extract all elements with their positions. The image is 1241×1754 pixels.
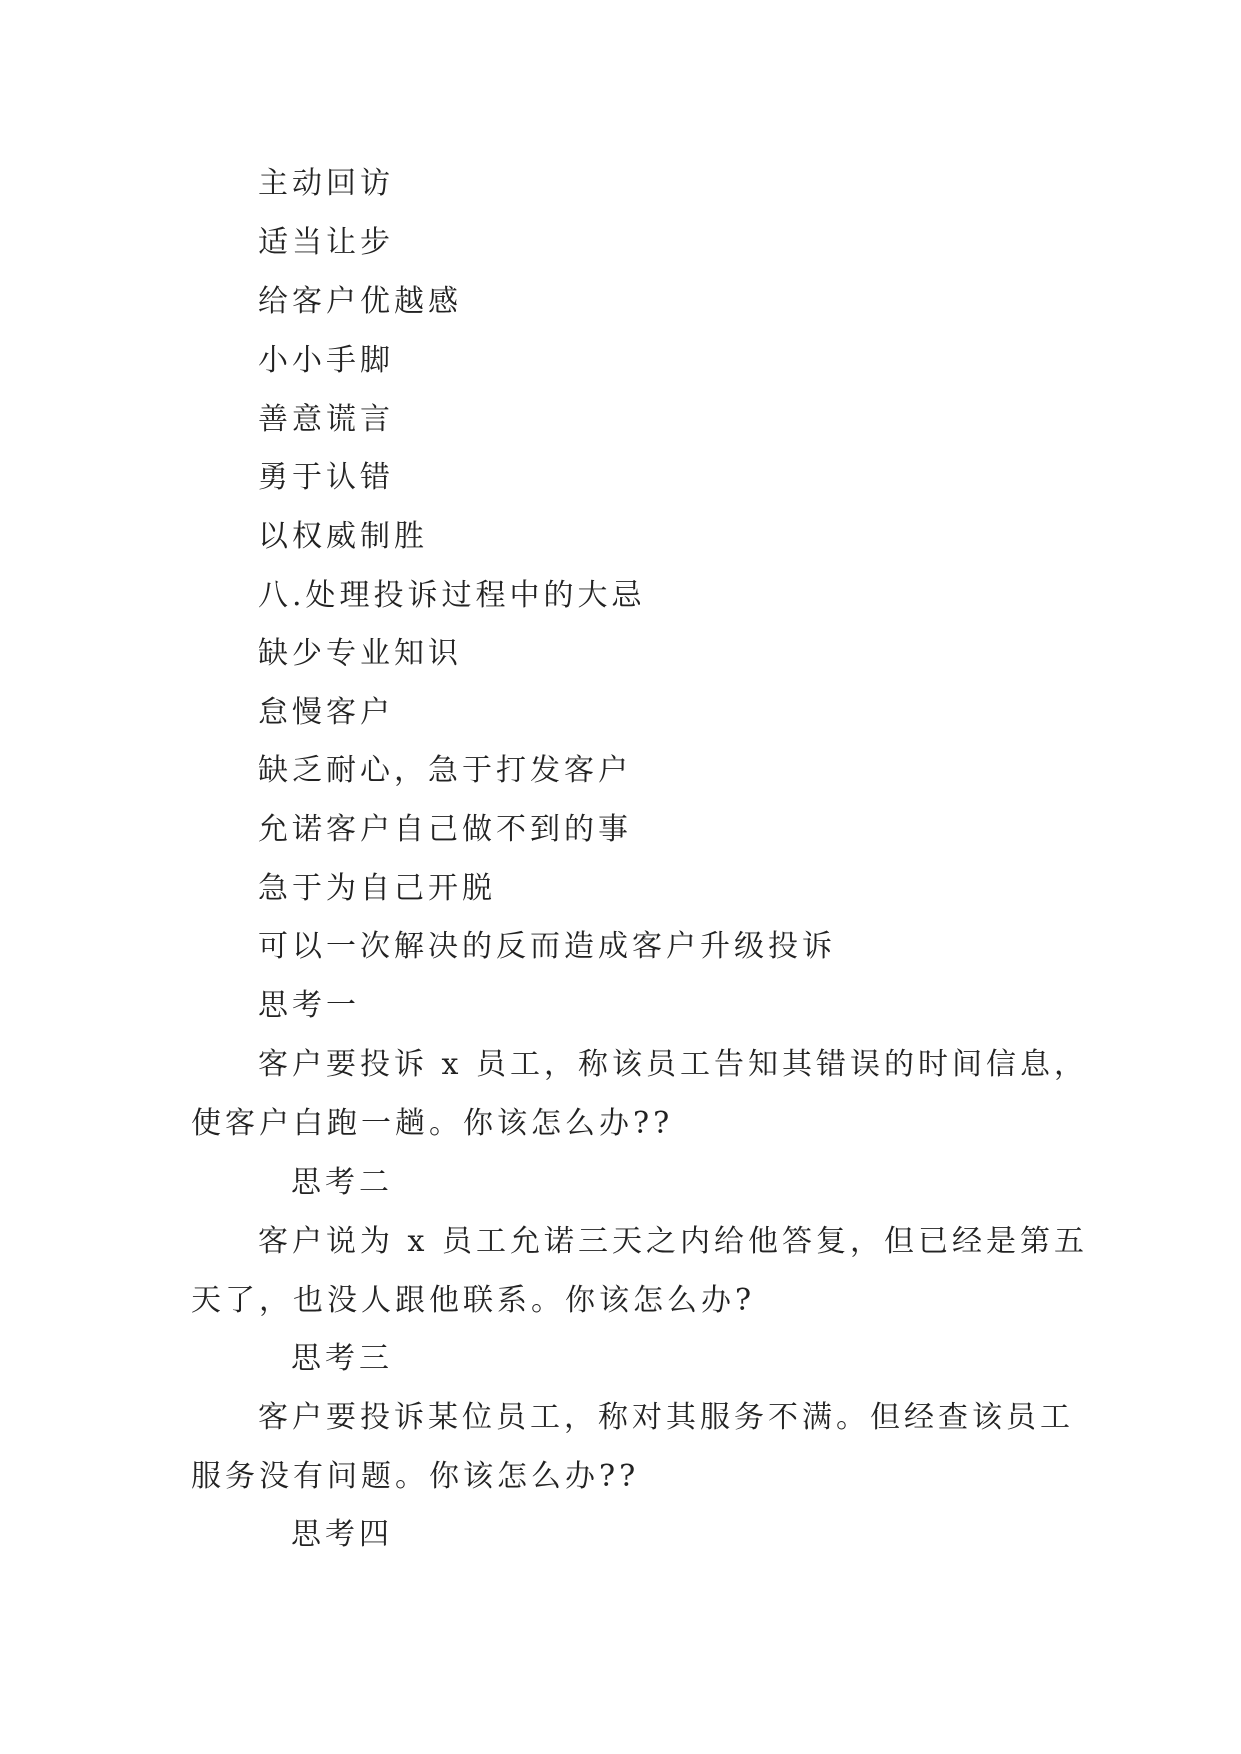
- text-line: 怠慢客户: [258, 695, 394, 730]
- section-heading: 八.处理投诉过程中的大忌: [258, 578, 646, 613]
- paragraph-line: 客户要投诉 x 员工，称该员工告知其错误的时间信息，: [258, 1047, 1088, 1082]
- question-heading: 思考二: [291, 1165, 393, 1200]
- question-heading: 思考一: [258, 988, 360, 1023]
- text-line: 可以一次解决的反而造成客户升级投诉: [258, 929, 836, 964]
- text-line: 给客户优越感: [258, 284, 462, 319]
- paragraph-line: 使客户白跑一趟。你该怎么办??: [191, 1106, 674, 1141]
- paragraph-line: 天了，也没人跟他联系。你该怎么办?: [191, 1283, 756, 1318]
- paragraph-line: 客户说为 x 员工允诺三天之内给他答复，但已经是第五: [258, 1224, 1088, 1259]
- text-line: 勇于认错: [258, 460, 394, 495]
- text-line: 适当让步: [258, 225, 394, 260]
- text-line: 善意谎言: [258, 402, 394, 437]
- text-line: 缺乏耐心，急于打发客户: [258, 753, 632, 788]
- text-line: 急于为自己开脱: [258, 871, 496, 906]
- question-heading: 思考四: [291, 1517, 393, 1552]
- question-heading: 思考三: [291, 1341, 393, 1376]
- paragraph-line: 客户要投诉某位员工，称对其服务不满。但经查该员工: [258, 1400, 1074, 1435]
- paragraph-line: 服务没有问题。你该怎么办??: [191, 1459, 640, 1494]
- text-line: 小小手脚: [258, 343, 394, 378]
- text-line: 缺少专业知识: [258, 636, 462, 671]
- text-line: 主动回访: [258, 166, 394, 201]
- text-line: 以权威制胜: [258, 519, 428, 554]
- text-line: 允诺客户自己做不到的事: [258, 812, 632, 847]
